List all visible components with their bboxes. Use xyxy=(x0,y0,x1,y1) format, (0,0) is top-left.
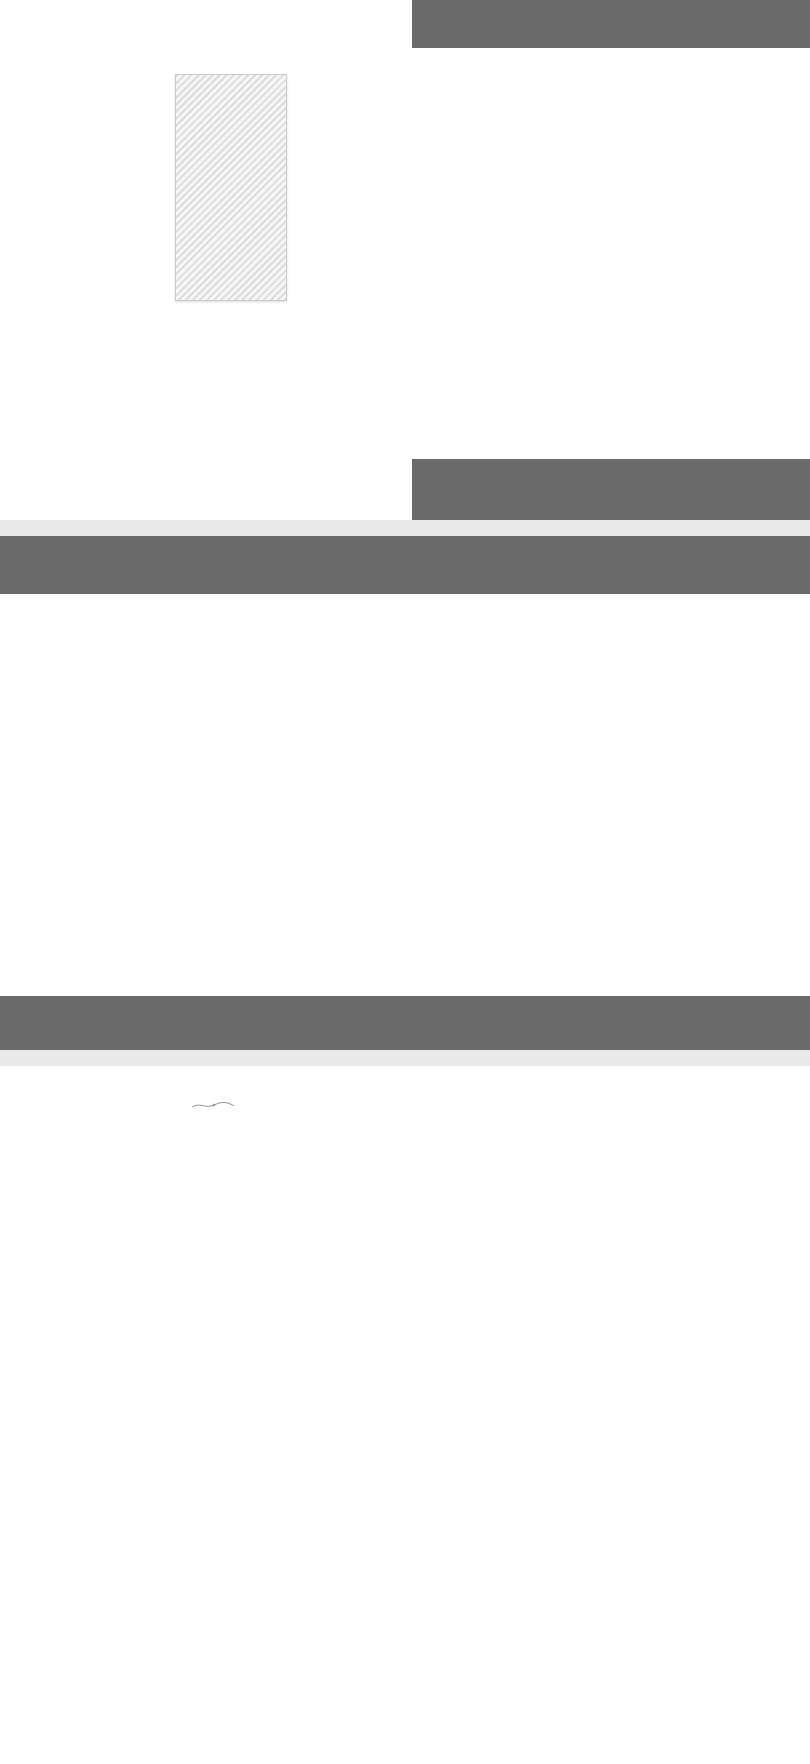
toc-spread xyxy=(0,536,810,1050)
right-text-column xyxy=(436,1086,758,1094)
flourish-icon xyxy=(190,1100,236,1110)
spread-gap xyxy=(0,1050,810,1066)
flower-photo-band xyxy=(412,459,810,520)
flower-photo-band xyxy=(412,0,810,48)
flower-photo-band xyxy=(0,536,810,594)
flower-photo-band xyxy=(0,996,810,1050)
book-cover-card xyxy=(175,74,287,301)
chapter-spread xyxy=(0,1066,810,1764)
left-page-footer xyxy=(90,1706,98,1716)
cover-spread xyxy=(0,0,810,520)
spread-gap xyxy=(0,520,810,536)
